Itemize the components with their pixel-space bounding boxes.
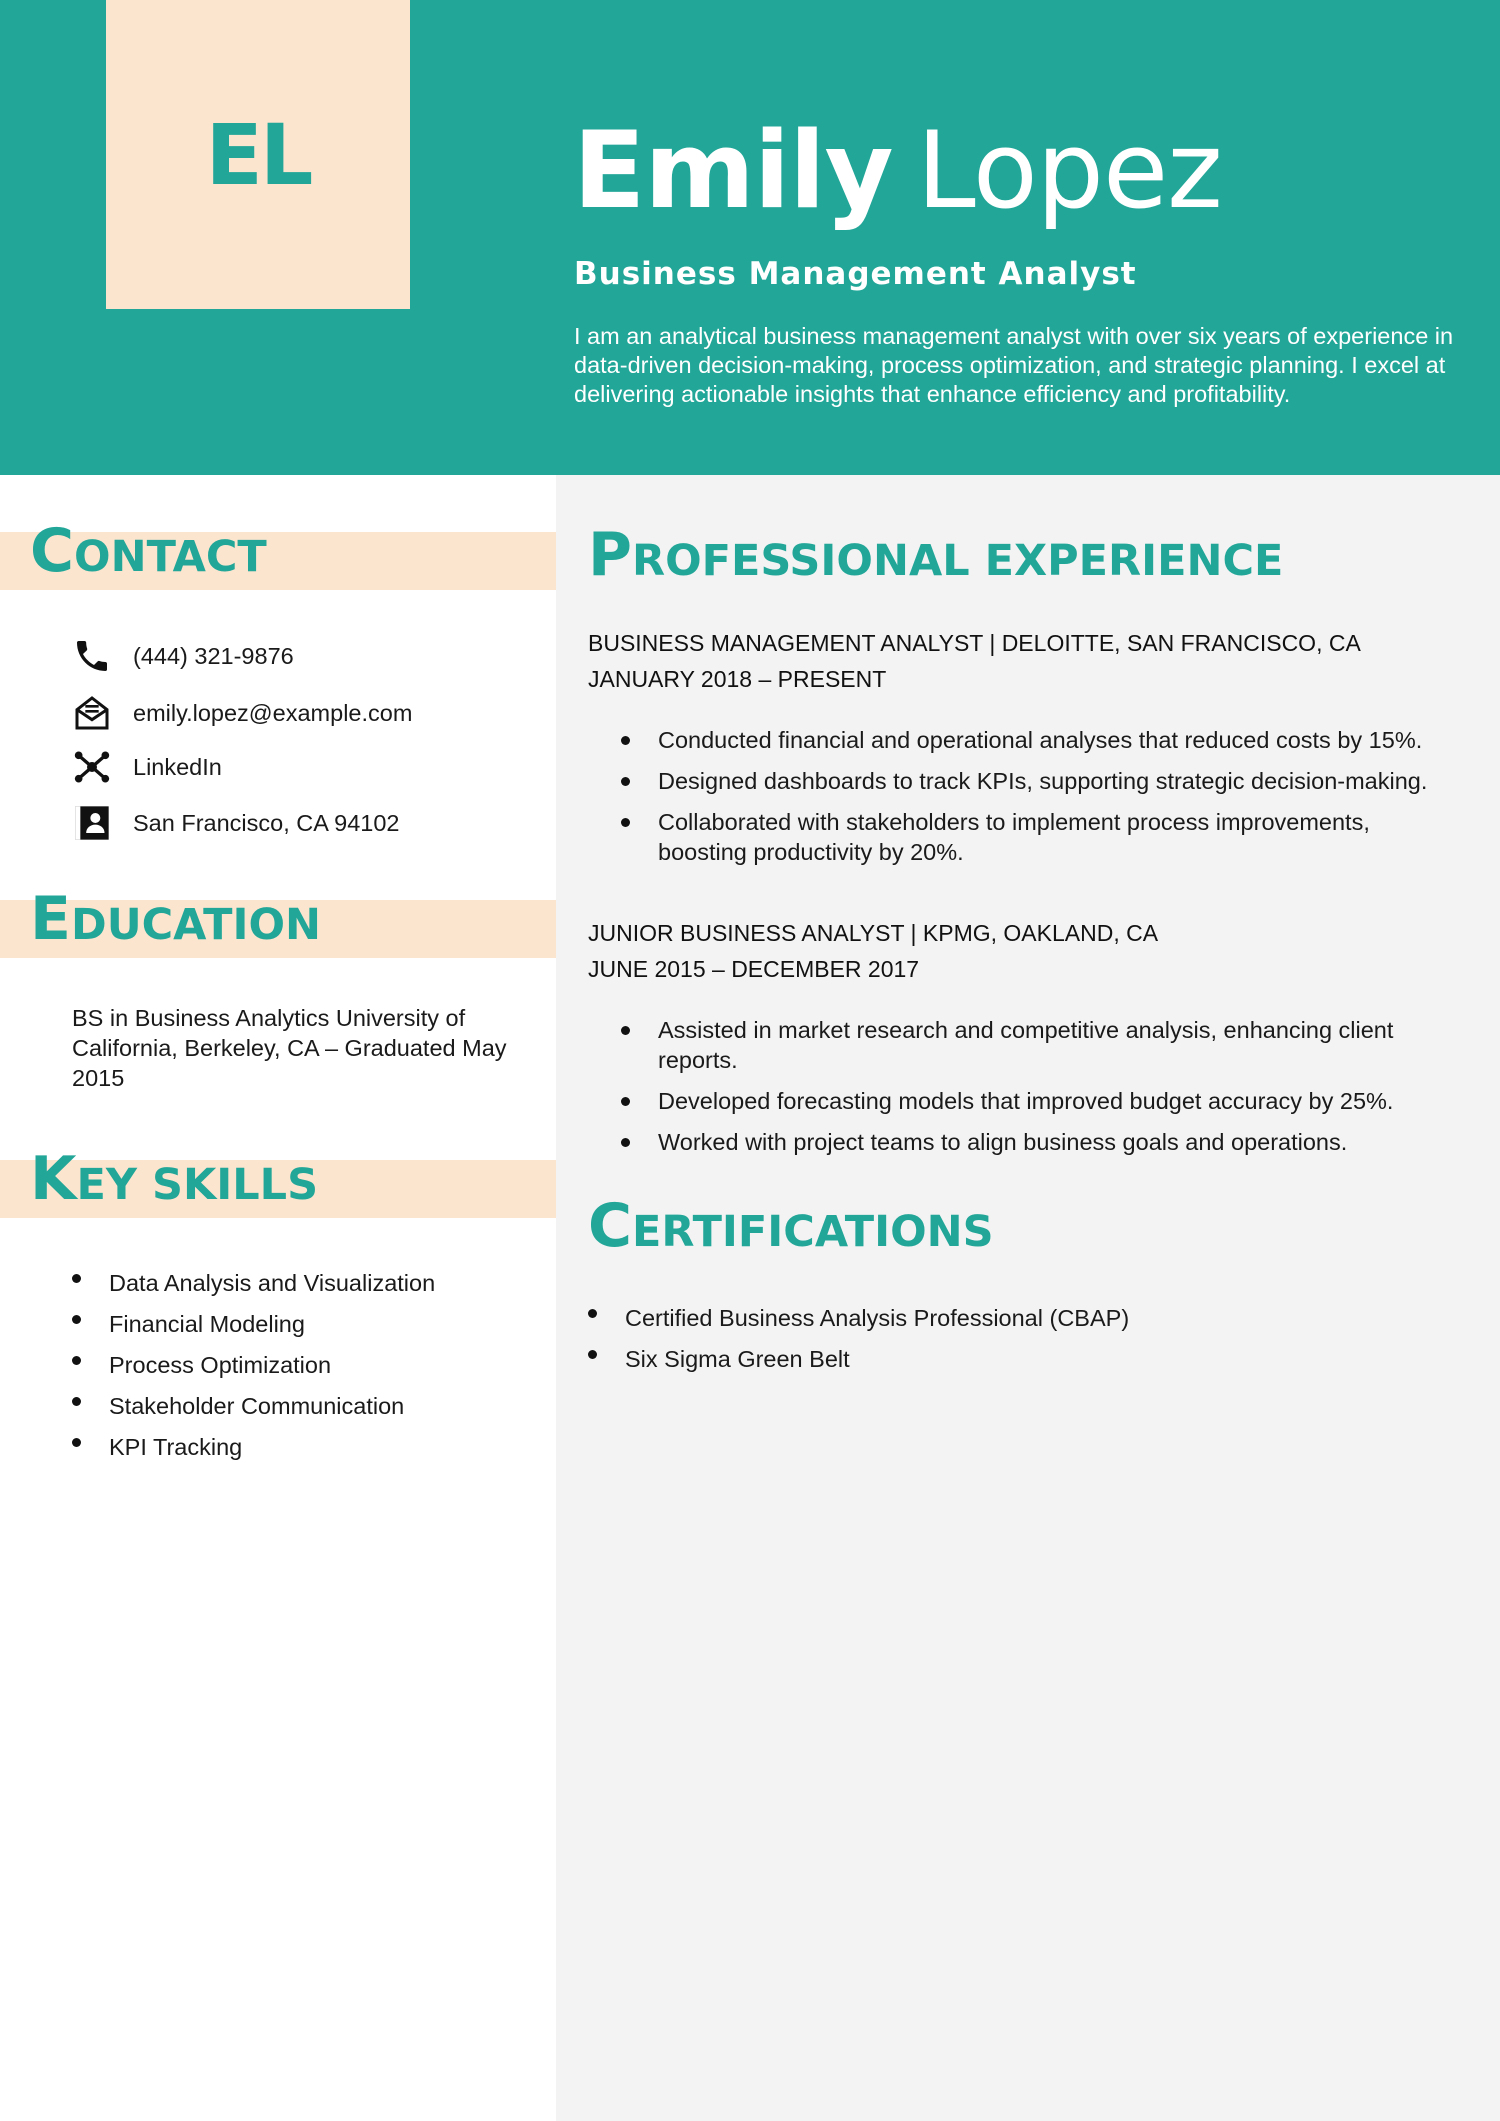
monogram: EL (205, 105, 311, 204)
job-2-bullets (621, 1015, 1461, 1157)
phone-icon (70, 635, 114, 677)
certifications-heading: CERTIFICATIONS (588, 1191, 994, 1261)
contact-heading: CONTACT (30, 516, 267, 586)
job-bullet: Conducted financial and operational analyses that reduced costs by 15%. (621, 725, 1461, 755)
job-1-bullets (621, 725, 1461, 867)
skill-item: Process Optimization (72, 1345, 435, 1386)
skills-list (72, 1263, 435, 1468)
first-name: Emily (573, 109, 893, 232)
skill-item: Data Analysis and Visualization (72, 1263, 435, 1304)
monogram-box (106, 0, 410, 309)
contact-email[interactable] (70, 692, 412, 734)
experience-heading: PROFESSIONAL EXPERIENCE (588, 520, 1284, 590)
skill-item: Financial Modeling (72, 1304, 435, 1345)
email-icon (70, 692, 114, 734)
contact-phone[interactable] (70, 635, 294, 677)
education-entry: BS in Business Analytics University of California, Berkeley, CA – Graduated May 2015 (72, 1005, 507, 1091)
education-heading: EDUCATION (30, 884, 321, 954)
contact-address (70, 802, 400, 844)
last-name: Lopez (916, 109, 1222, 232)
linkedin-icon (70, 746, 114, 788)
skills-heading: KEY SKILLS (30, 1144, 319, 1214)
job-2-heading: JUNIOR BUSINESS ANALYST | KPMG, OAKLAND, CA (588, 920, 1159, 946)
contact-linkedin[interactable] (70, 746, 222, 788)
job-bullet: Collaborated with stakeholders to implement process improvements, boosting productivity by 20%. (621, 807, 1461, 867)
certification-item: Certified Business Analysis Professional (CBAP) (588, 1298, 1448, 1339)
job-bullet: Designed dashboards to track KPIs, supporting strategic decision-making. (621, 766, 1461, 796)
contact-text: emily.lopez@example.com (133, 699, 413, 726)
job-bullet: Worked with project teams to align business goals and operations. (621, 1127, 1461, 1157)
skill-item: KPI Tracking (72, 1427, 435, 1468)
contact-text: (444) 321-9876 (133, 642, 294, 669)
summary: I am an analytical business management analyst with over six years of experience in data-driven decision-making, process optimization, and strategic planning. I excel at delivering actionable insights that enhance efficiency and profitability. (574, 323, 1454, 407)
address-icon (70, 802, 114, 844)
certification-item: Six Sigma Green Belt (588, 1339, 1448, 1380)
job-bullet: Developed forecasting models that improved budget accuracy by 25%. (621, 1086, 1461, 1116)
job-1-heading: BUSINESS MANAGEMENT ANALYST | DELOITTE, SAN FRANCISCO, CA (588, 630, 1361, 656)
full-name (573, 109, 1222, 232)
job-bullet: Assisted in market research and competitive analysis, enhancing client reports. (621, 1015, 1461, 1075)
job-1-dates: JANUARY 2018 – PRESENT (588, 666, 887, 692)
job-title: Business Management Analyst (574, 256, 1137, 292)
job-2-dates: JUNE 2015 – DECEMBER 2017 (588, 956, 920, 982)
skill-item: Stakeholder Communication (72, 1386, 435, 1427)
contact-text: LinkedIn (133, 753, 222, 780)
contact-text: San Francisco, CA 94102 (133, 809, 400, 836)
header (0, 0, 1500, 475)
certifications-list (588, 1298, 1448, 1380)
